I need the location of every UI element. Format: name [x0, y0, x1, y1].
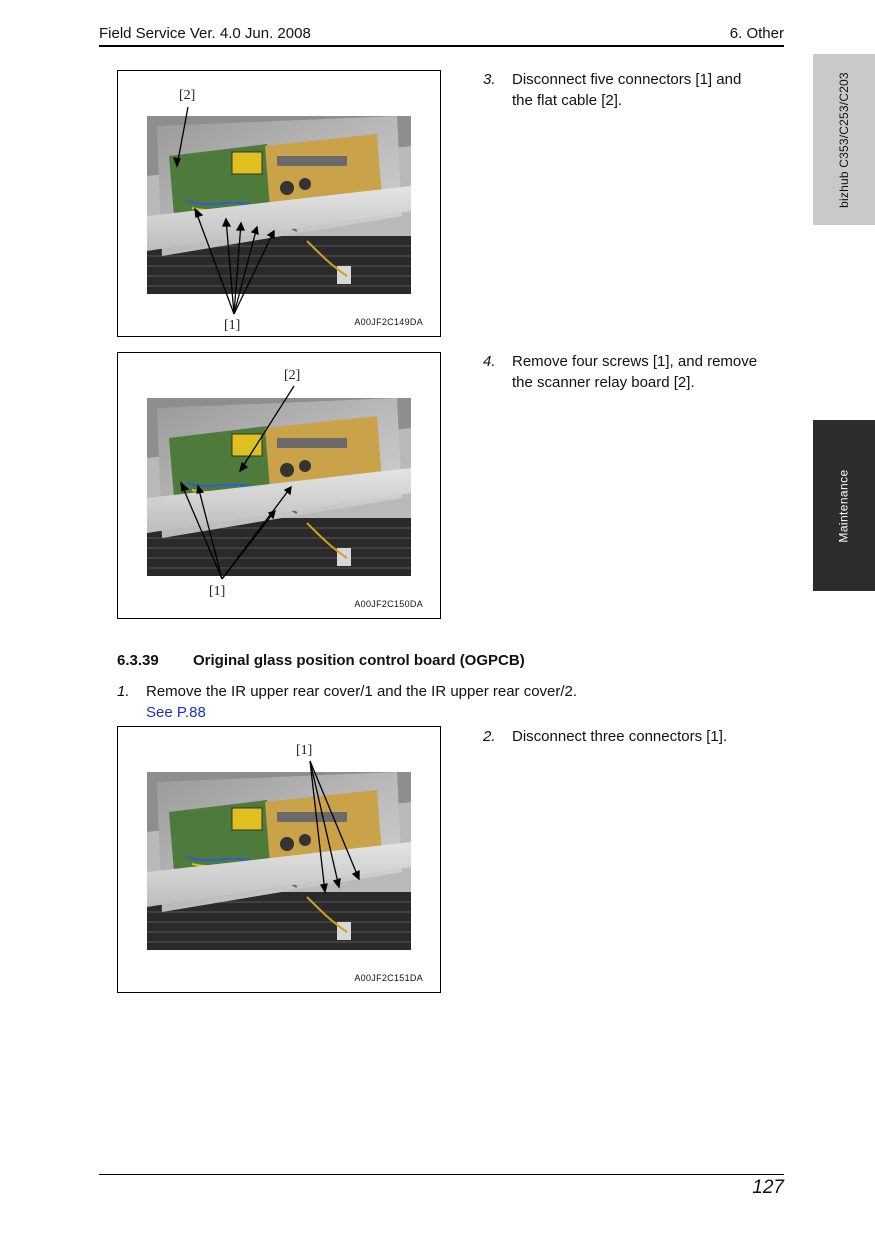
- step-text: [512, 351, 757, 393]
- footer-rule: [99, 1174, 784, 1175]
- side-tab-model-label: bizhub C353/C253/C203: [837, 71, 852, 208]
- section-number: 6.3.39: [117, 652, 159, 669]
- callout-1: [1]: [224, 318, 241, 333]
- callout-1: [1]: [209, 584, 226, 599]
- callout-2: [2]: [284, 368, 301, 383]
- figure-code: A00JF2C149DA: [354, 317, 423, 327]
- header-rule: [99, 45, 784, 47]
- side-tab-section: [813, 420, 875, 591]
- callout-2: [2]: [179, 88, 196, 103]
- step-text-line: Disconnect five connectors [1] and: [512, 71, 742, 88]
- see-page-link[interactable]: See P.88: [146, 704, 206, 721]
- photo-ogpcb-connectors: [147, 772, 411, 950]
- photo-scanner-connectors: [147, 116, 411, 294]
- side-tab-model: [813, 54, 875, 225]
- figure-code: A00JF2C151DA: [354, 973, 423, 983]
- header-title: Field Service Ver. 4.0 Jun. 2008: [99, 25, 311, 42]
- page-number: 127: [752, 1177, 784, 1198]
- step-text: Remove the IR upper rear cover/1 and the IR upper rear cover/2.: [146, 683, 578, 700]
- step-number: 1.: [117, 683, 130, 700]
- step-text-line: the flat cable [2].: [512, 92, 623, 109]
- step-text: [512, 69, 741, 111]
- step-number: 4.: [483, 353, 496, 370]
- figure-2: [117, 352, 441, 619]
- side-tab-section-label: Maintenance: [837, 468, 851, 543]
- section-title: Original glass position control board (OGPCB): [193, 652, 525, 669]
- step-number: 3.: [483, 71, 496, 88]
- figure-code: A00JF2C150DA: [354, 599, 423, 609]
- step-text-line: the scanner relay board [2].: [512, 374, 695, 391]
- figure-3: [117, 726, 441, 993]
- step-text-line: Remove four screws [1], and remove: [512, 353, 758, 370]
- figure-1: [117, 70, 441, 337]
- header-chapter: 6. Other: [729, 25, 784, 42]
- step-text: Disconnect three connectors [1].: [512, 728, 728, 745]
- step-number: 2.: [483, 728, 496, 745]
- photo-scanner-relay-board: [147, 398, 411, 576]
- callout-1: [1]: [296, 743, 313, 758]
